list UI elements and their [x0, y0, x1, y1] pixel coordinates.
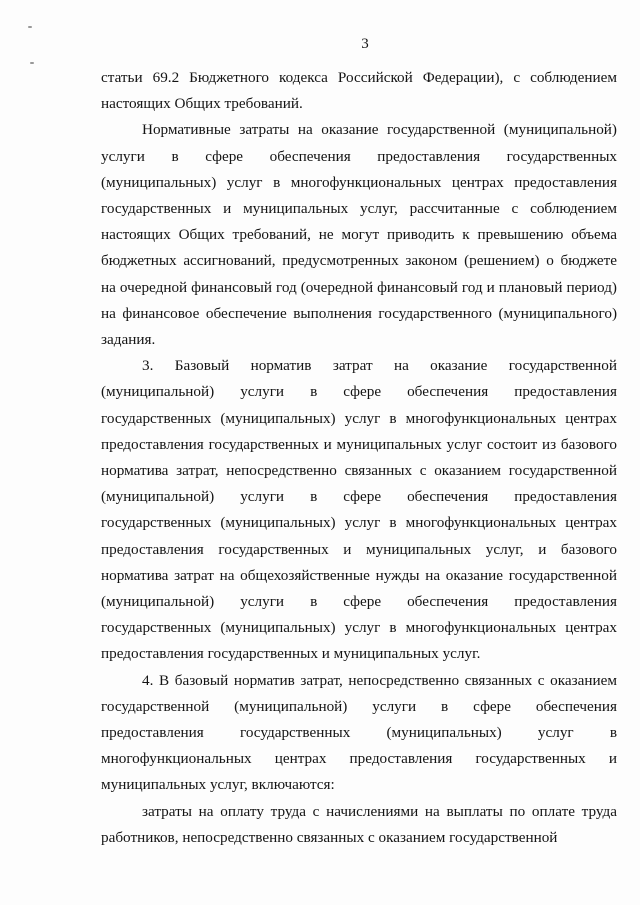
paragraph-labor-costs: затраты на оплату труда с начислениями на выплаты по оплате труда работников, непосредственно связанных с оказанием государственной	[101, 802, 617, 846]
paragraph-continuation: статьи 69.2 Бюджетного кодекса Российской Федерации), с соблюдением настоящих Общих требований.	[101, 69, 617, 113]
document-body	[101, 65, 617, 851]
paragraph-item-4: 4. В базовый норматив затрат, непосредственно связанных с оказанием государственной (муниципальной) услуги в сфере обеспечения предоставления государственных (муниципальных) услуг в многофункциональных центрах предоставления государственных и муниципальных услуг, включаются:	[101, 671, 617, 794]
paragraph-item-3: 3. Базовый норматив затрат на оказание государственной (муниципальной) услуги в сфере обеспечения предоставления государственных (муниципальных) услуг в многофункциональных центрах предоставления государственных и муниципальных услуг состоит из базового норматива затрат, непосредственно связанных с оказанием государственной (муниципальной) услуги в сфере обеспечения предоставления государственных (муниципальных) услуг в многофункциональных центрах предоставления государственных и муниципальных услуг, и базового норматива затрат на общехозяйственные нужды на оказание государственной (муниципальной) услуги в сфере обеспечения предоставления государственных (муниципальных) услуг в многофункциональных центрах предоставления государственных и муниципальных услуг.	[101, 357, 617, 663]
page-number: 3	[361, 36, 369, 52]
scan-artifact	[28, 26, 32, 28]
paragraph-normative-costs: Нормативные затраты на оказание государственной (муниципальной) услуги в сфере обеспечения предоставления государственных (муниципальных) услуг в многофункциональных центрах предоставления государственных и муниципальных услуг, рассчитанные с соблюдением настоящих Общих требований, не могут приводить к превышению объема бюджетных ассигнований, предусмотренных законом (решением) о бюджете на очередной финансовый год (очередной финансовый год и плановый период) на финансовое обеспечение выполнения государственного (муниципального) задания.	[101, 121, 617, 349]
scan-artifact	[30, 62, 34, 64]
